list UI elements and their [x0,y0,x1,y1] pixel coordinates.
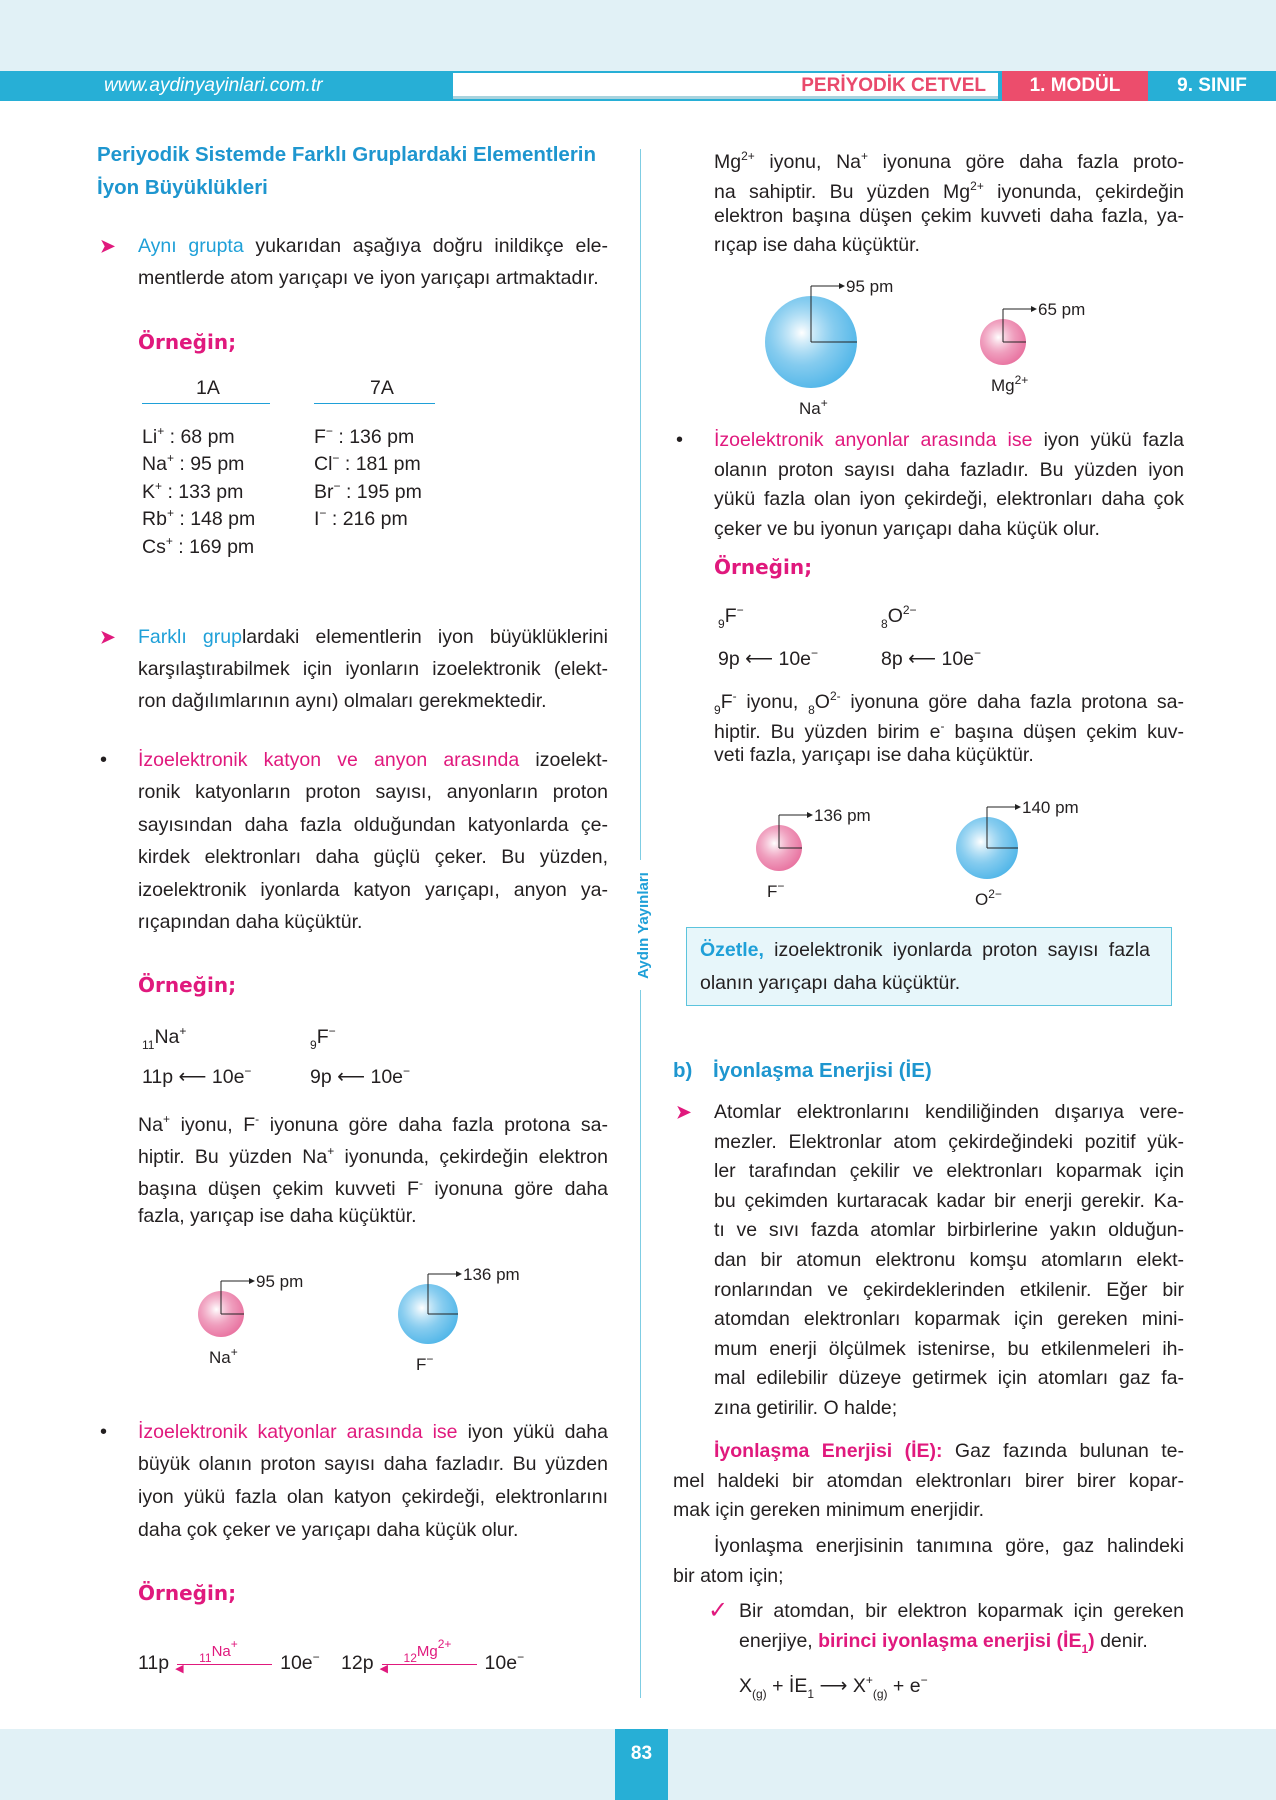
text-run: ) [1088,1630,1095,1652]
bullet-paragraph-line [714,1218,1184,1242]
ion-charge: + [157,424,165,438]
text-run: Na [138,1114,163,1136]
text-run: iyonuna göre daha fazla proto- [868,151,1184,173]
ion-value: : 133 pm [167,481,244,503]
bullet-paragraph-line [138,234,608,258]
bullet-paragraph-line [714,1307,1184,1331]
text-run: X [739,1675,753,1697]
proton-count: 12p [341,1652,374,1674]
text-run: + [861,149,869,163]
table-row [142,446,244,476]
ion-charge: − [333,479,341,493]
radius-label: 136 pm [463,1265,520,1284]
paragraph-line [138,1107,608,1137]
proton-electron-row [718,641,818,671]
text-run: İyonlaşma Enerjisi (İE): [714,1440,943,1462]
bullet-paragraph-line [138,689,608,713]
ion-symbol: Na [799,399,821,418]
proton-electron-row [142,1059,251,1089]
text-run: daha çok çeker ve yarıçapı daha küçük olur. [138,1519,519,1541]
table-row [142,529,254,559]
ion-charge: − [426,1352,434,1366]
check-item-line [739,1629,1184,1661]
radius-label: 95 pm [256,1272,304,1291]
bullet-paragraph-line [138,910,608,934]
ion-notation [142,1019,186,1057]
paragraph-line [714,174,1184,204]
ion-symbol: Na [209,1348,231,1367]
text-run: (g) [872,1687,888,1701]
text-run: + İE [766,1675,808,1697]
ion-ion: F [314,426,326,448]
section-heading: İyon Büyüklükleri [97,176,268,199]
text-run: O [887,605,903,627]
bullet-paragraph-line [138,625,608,649]
text-run: ronik katyonların proton sayısı, anyonların proton [138,781,608,803]
text-run: 9p ⟵ 10e [718,648,812,670]
paragraph-line [714,743,1184,767]
ion-value: : 95 pm [179,453,245,475]
ion-diagram-na [751,272,951,422]
ion-label [975,887,1002,909]
ion-notation [881,598,917,636]
text-run: enerjiye, [739,1630,819,1652]
text-run: 9p ⟵ 10e [310,1066,404,1088]
text-run: yükü fazla olan iyon çekirdeği, elektronları daha çok [714,488,1184,510]
ion-charge: − [319,506,327,520]
text-run: + e [887,1675,921,1697]
text-run: rıçapından daha küçüktür. [138,911,363,933]
bullet-paragraph-line [138,780,608,804]
electron-count: 10e [280,1652,313,1674]
text-run: veti fazla, yarıçapı ise daha küçüktür. [714,744,1034,766]
text-run: ler tarafından çekilir ve elektronları koparmak için [714,1160,1184,1182]
text-run: İzoelektronik katyonlar arasında ise [138,1421,458,1443]
text-run: + [327,1144,335,1158]
text-run: mal edilebilir düzeye getirmek için atomları gaz fa- [714,1367,1184,1389]
text-run: 1 [1081,1642,1089,1656]
text-run: çeker ve bu iyonun yarıçapı daha küçük olur. [714,518,1100,540]
ion-label [416,1352,433,1374]
text-run: iyonuna göre daha fazla protona sa- [840,691,1185,713]
bullet-paragraph-line [714,1337,1184,1361]
ion-symbol: O [975,890,989,909]
text-run: olanın proton sayısı daha fazladır. Bu yüzden iyon [714,459,1184,481]
text-run: - [732,689,737,703]
text-run: 8 [881,617,888,631]
paragraph-line [714,233,1184,257]
text-run: mak için gereken minimum enerjidir. [673,1499,985,1521]
ion-ion: I [314,508,320,530]
arrow-head-icon [249,1278,255,1284]
ion-charge: + [820,396,828,410]
ion-charge: − [777,879,785,893]
text-run: mum enerji ölçülmek istenirse, bu etkilenmeleri ih- [714,1338,1184,1360]
text-run: zına getirilir. O halde; [714,1397,898,1419]
ion-charge: + [166,451,174,465]
bullet-paragraph-line [138,748,608,772]
ion-charge: − [325,424,333,438]
section-title: İyonlaşma Enerjisi (İE) [713,1059,932,1082]
ion-value: : 148 pm [179,508,256,530]
side-label [628,860,658,990]
arrow-head-icon [456,1271,462,1277]
top-band [0,0,1276,71]
ion-charge: 2− [988,887,1002,901]
text-run: (g) [752,1687,767,1701]
ion-ion: Rb [142,508,167,530]
bullet-paragraph-line [714,1130,1184,1154]
proton-electron-row [310,1059,410,1089]
arrow-head-icon: ◀ [175,1662,184,1675]
text-run: + [162,1112,170,1126]
text-run: iyonunda, çekirdeğin [983,181,1184,203]
ion-value: : 68 pm [169,426,235,448]
header-bar [0,71,1276,101]
text-run: mel haldeki bir atomdan elektronları birer birer kopar- [673,1470,1184,1492]
table-row [142,474,243,504]
text-run: Bir atomdan, bir elektron koparmak için gereken [739,1600,1184,1622]
text-run: Mg [416,1642,438,1660]
example-label: Örneğin; [714,555,813,579]
paragraph-line [138,1171,608,1201]
table-row [314,501,408,531]
text-run: bu çekimden kurtaracak kadar bir enerji gerekir. Ka- [714,1190,1184,1212]
text-run: İzoelektronik anyonlar arasında ise [714,429,1033,451]
text-run: 9 [718,617,725,631]
text-run: iyonu, Na [754,151,861,173]
ion-diagram-mg [943,272,1143,422]
module-label: 1. MODÜL [1002,71,1148,101]
ion-notation [718,598,744,636]
ion-ion: K [142,481,156,503]
bullet-paragraph-line [714,1189,1184,1213]
text-run: iyonuna göre daha [422,1178,609,1200]
section-marker: b) [673,1059,693,1082]
text-run: F [720,691,733,713]
definition-line [714,1439,1184,1463]
text-run: - [418,1176,423,1190]
ion-value: : 195 pm [345,481,422,503]
text-run: ron dağılımlarının aynı) olmaları gerekmektedir. [138,690,547,712]
arrow-relation [138,1636,320,1675]
text-run: Aynı grupta [138,235,244,257]
summary-text-line [700,938,1150,962]
ion-charge: + [155,479,163,493]
arrow-label [199,1632,238,1670]
definition-line [673,1498,1184,1522]
text-run: − [974,646,982,660]
text-run: + [865,1673,873,1687]
bullet-paragraph-line [714,458,1184,482]
text-run: − [403,1064,411,1078]
text-run: bir atom için; [673,1565,784,1587]
table-row [314,446,421,476]
ion-ion: Br [314,481,334,503]
text-run: fazla, yarıçap ise daha küçüktür. [138,1205,417,1227]
bullet-paragraph-line [138,266,608,290]
check-icon: ✓ [708,1597,729,1624]
publisher-url[interactable]: www.aydinyayinlari.com.tr [104,75,323,96]
text-run: Mg [714,151,742,173]
text-run: − [244,1064,252,1078]
text-run: + [230,1636,238,1651]
text-run: Farklı grup [138,626,242,648]
bullet-dot-icon: • [100,749,108,771]
page-number: 83 [615,1729,668,1800]
text-run: - [940,719,945,733]
section-heading: Periyodik Sistemde Farklı Gruplardaki Elementlerin [97,143,597,166]
text-run: iyonuna göre daha fazla protona sa- [259,1114,608,1136]
text-run: 2- [829,689,841,703]
definition-line [673,1469,1184,1493]
text-run: 11 [142,1038,155,1052]
proton-electron-row [881,641,981,671]
text-run: 1 [807,1687,815,1701]
arrow-head-icon [807,812,813,818]
text-run: 11p ⟵ 10e [142,1066,245,1088]
text-run: Na [211,1642,231,1660]
table-row [314,474,422,504]
ion-value: : 169 pm [178,536,255,558]
text-run: 2− [902,603,917,617]
paragraph-line [714,1534,1184,1558]
ion-symbol: F [416,1355,427,1374]
radius-label: 65 pm [1038,300,1086,319]
text-run: izoelektronik iyonlarda proton sayısı fazla [763,939,1150,961]
text-run: karşılaştırabilmek için iyonların izoelektronik (elekt- [138,658,608,680]
charge: − [312,1650,320,1664]
text-run: + [179,1024,187,1038]
bullet-paragraph-line [138,657,608,681]
text-run: − [736,603,744,617]
text-run: na sahiptir. Bu yüzden Mg [714,181,971,203]
text-run: F [724,605,737,627]
text-run: 9 [310,1038,317,1052]
text-run: hiptir. Bu yüzden birim e [714,721,941,743]
text-run: atomdan elektronları koparmak için gereken mini- [714,1308,1184,1330]
text-run: 2+ [970,179,984,193]
arrow-with-label [175,1636,272,1675]
radius-label: 95 pm [846,277,894,296]
ion-ion: Li [142,426,158,448]
ion-charge: + [166,506,174,520]
ion-charge: + [165,534,173,548]
text-run: İyonlaşma enerjisinin tanımına göre, gaz halindeki [714,1535,1184,1557]
text-run: iyonunda, çekirdeğin elektron [334,1146,608,1168]
side-label-text: Aydın Yayınları [634,871,652,979]
text-run: ronlarından ve çekirdeklerinden etkilenir. Eğer bir [714,1279,1184,1301]
text-run: − [811,646,819,660]
ion-diagram-f [368,1244,568,1394]
bullet-paragraph-line [714,487,1184,511]
bullet-paragraph-line [714,517,1184,541]
text-run: 8p ⟵ 10e [881,648,975,670]
bullet-arrow-icon: ➤ [100,627,116,647]
paragraph-line [714,144,1184,174]
text-run: iyonu, [736,691,809,713]
arrow-head-icon [839,283,845,289]
text-run: yukarıdan aşağıya doğru inildikçe ele- [243,235,608,257]
grade-label: 9. SINIF [1177,75,1247,96]
text-run: iyon yükü daha [457,1421,608,1443]
table-row [142,501,255,531]
paragraph-line [714,204,1184,228]
table-row [314,419,414,449]
text-run: büyük olanın proton sayısı daha fazladır. Bu yüzden [138,1453,608,1475]
header-underline [314,403,435,404]
example-label: Örneğin; [138,1581,237,1605]
example-label: Örneğin; [138,330,237,354]
text-run: 8 [808,703,815,717]
section-title: PERİYODİK CETVEL [801,75,986,96]
bullet-paragraph-line [714,1396,1184,1420]
ion-charge: − [332,451,340,465]
text-run: rıçap ise daha küçüktür. [714,234,920,256]
text-run: başına düşen çekim kuv- [944,721,1184,743]
table-header-1a: 1A [196,377,220,399]
text-run: izoelektronik iyonlarda katyon yarıçapı, anyon ya- [138,879,608,901]
ion-symbol: Mg [991,376,1015,395]
ion-label [799,396,828,418]
text-run: 9 [714,703,721,717]
ion-label [991,373,1028,395]
bullet-paragraph-line [714,1366,1184,1390]
text-run: tı ve sıvı fazda atomlar birbirlerine yakın olduğun- [714,1219,1184,1241]
bullet-paragraph-line [138,1518,608,1542]
proton-count: 11p [138,1652,170,1674]
text-run: − [920,1673,928,1687]
bullet-paragraph-line [714,1159,1184,1183]
bullet-paragraph-line [714,1100,1184,1124]
ionization-equation [739,1668,928,1706]
ion-ion: Na [142,453,167,475]
ion-value: : 181 pm [344,453,421,475]
ion-charge: 2+ [1014,373,1029,387]
text-run: ⟶ X [814,1675,866,1697]
radius-label: 136 pm [814,806,871,825]
text-run: Gaz fazında bulunan te- [942,1440,1184,1462]
check-item-line [739,1599,1184,1623]
bullet-paragraph-line [714,1278,1184,1302]
summary-text-line [700,971,1150,995]
text-run: 2+ [741,149,755,163]
text-run: mezler. Elektronlar atom çekirdeğindeki pozitif yük- [714,1131,1184,1153]
ion-label [767,879,784,901]
arrow-head-icon: ◀ [379,1662,389,1675]
ion-charge: + [230,1345,238,1359]
ion-diagram-f [719,778,919,928]
arrow-relation [341,1636,525,1675]
table-header-7a: 7A [370,377,394,399]
text-run: 11 [199,1650,212,1665]
header-underline [142,403,270,404]
bullet-paragraph-line [138,1452,608,1476]
text-run: lardaki elementlerin iyon büyüklüklerini [241,626,608,648]
text-run: mentlerde atom yarıçapı ve iyon yarıçapı artmaktadır. [138,267,599,289]
text-run: F [316,1026,329,1048]
bullet-paragraph-line [138,878,608,902]
text-run: kirdek elektronları daha güçlü çeker. Bu yüzden, [138,846,608,868]
arrow-with-label [379,1636,477,1675]
text-run: 2+ [437,1636,452,1651]
example-label: Örneğin; [138,973,237,997]
text-run: birinci iyonlaşma enerjisi (İE [818,1630,1082,1652]
ion-value: : 136 pm [338,426,415,448]
text-run: olanın yarıçapı daha küçüktür. [700,972,961,994]
text-run: elektron başına düşen çekim kuvveti daha fazla, ya- [714,205,1184,227]
section-title-box [453,73,998,99]
bullet-paragraph-line [714,1248,1184,1272]
paragraph-line [673,1564,1184,1588]
text-run: 12 [403,1650,417,1665]
bullet-paragraph-line [138,1420,608,1444]
text-run: İzoelektronik katyon ve anyon arasında [138,749,520,771]
arrow-head-icon [1015,804,1021,810]
bullet-dot-icon: • [676,429,684,451]
ion-diagram-o [927,778,1127,928]
bullet-arrow-icon: ➤ [676,1102,692,1122]
ion-ion: Cs [142,536,166,558]
arrow-head-icon [1031,306,1037,312]
ion-notation [310,1019,336,1057]
bullet-paragraph-line [714,428,1184,452]
radius-label: 140 pm [1022,798,1079,817]
ion-label [209,1345,238,1367]
charge: − [517,1650,525,1664]
text-run: dan bir atomun elektronu komşu atomların elekt- [714,1249,1184,1271]
ion-ion: Cl [314,453,333,475]
text-run: hiptir. Bu yüzden Na [138,1146,328,1168]
text-run: - [255,1112,260,1126]
text-run: − [328,1024,336,1038]
text-run: iyon yükü fazla [1032,429,1184,451]
text-run: iyon yükü fazla olan katyon çekirdeği, elektronlarını [138,1486,608,1508]
text-run: denir. [1094,1630,1148,1652]
ion-symbol: F [767,882,778,901]
bullet-arrow-icon: ➤ [100,236,116,256]
text-run: Na [154,1026,180,1048]
text-run: O [814,691,830,713]
text-run: izoelekt- [519,749,609,771]
text-run: iyonu, F [169,1114,256,1136]
bullet-dot-icon: • [100,1421,108,1443]
text-run: Özetle, [700,939,764,961]
paragraph-line [138,1204,608,1228]
text-run: sayısından daha fazla olduğundan katyonlarda çe- [138,814,608,836]
ion-diagram-na [161,1244,361,1394]
bullet-paragraph-line [138,845,608,869]
text-run: başına düşen çekim kuvveti F [138,1178,419,1200]
bullet-paragraph-line [138,1485,608,1509]
paragraph-line [714,714,1184,744]
paragraph-line [138,1139,608,1169]
ion-value: : 216 pm [331,508,408,530]
arrow-label [404,1632,452,1670]
table-row [142,419,235,449]
electron-count: 10e [484,1652,518,1674]
text-run: Atomlar elektronlarını kendiliğinden dışarıya vere- [714,1101,1184,1123]
bullet-paragraph-line [138,813,608,837]
